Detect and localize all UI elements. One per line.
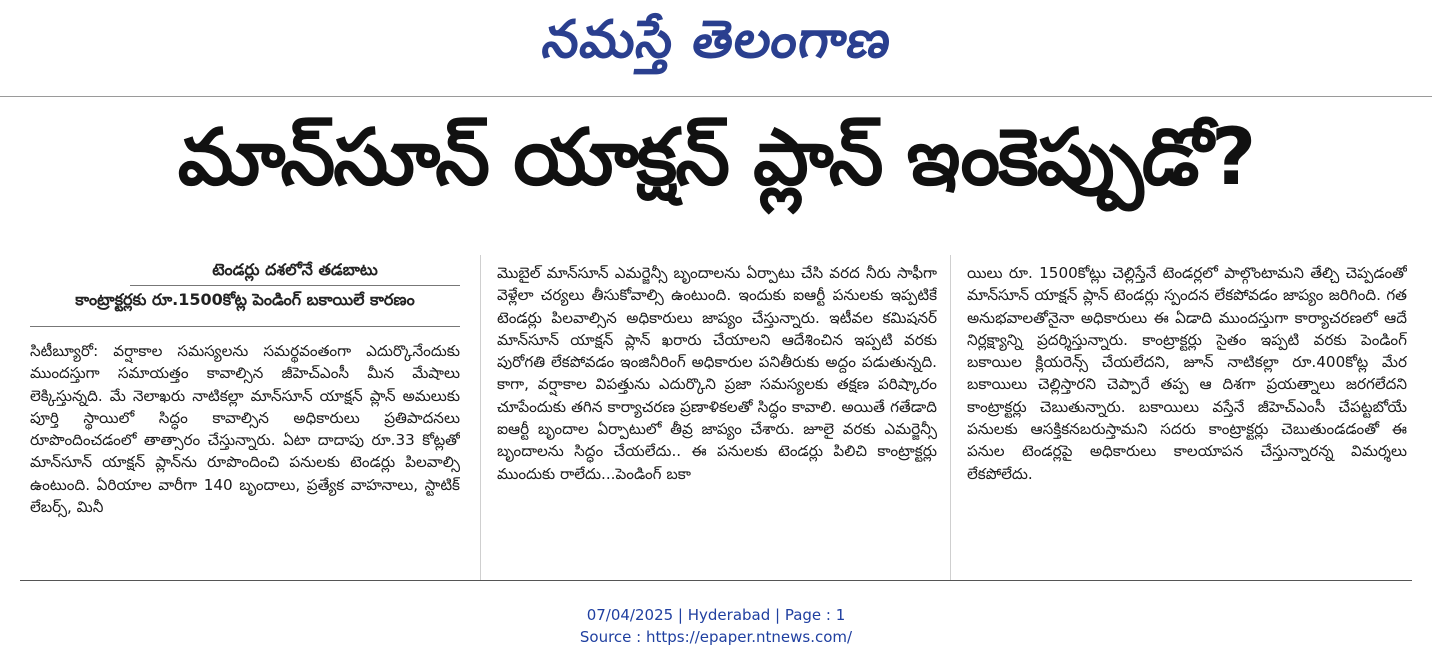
kicker-line-1: టెండర్లు దశలోనే తడబాటు [212,260,378,279]
newspaper-logo: నమస్తే తెలంగాణ [538,9,896,70]
kicker-line-2: కాంట్రాక్టర్లకు రూ.1500కోట్ల పెండింగ్ బకాయిలే కారణం [75,290,415,309]
kicker-divider-2 [30,326,460,327]
masthead-divider [0,96,1432,97]
article-column-1: సిటీబ్యూరో: వర్షాకాల సమస్యలను సమర్థవంతంగా ఎదుర్కొనేందుకు ముందస్తుగా సమాయత్తం కావాల్సిన జీహెచ్ఎంసీ మీన మేషాలు లెక్కిస్తున్నది. మే నెలాఖరు నాటికల్లా మాన్‌సూన్ యాక్షన్ ప్లాన్ అమలుకు పూర్తి స్థాయిలో సిద్ధం కావాల్సిన అధికారులు ప్రతిపాదనలు రూపొందించడంలో తాత్సారం చేస్తున్నారు. ఏటా దాదాపు రూ.33 కోట్లతో మాన్‌సూన్ యాక్షన్ ప్లాన్‌ను రూపొందించి పనులకు టెండర్లు పిలవాల్సి ఉంటుంది. ఏరియాల వారీగా 140 బృందాలు, ప్రత్యేక వాహనాలు, స్టాటిక్ లేబర్స్, మినీ [30,342,460,517]
footer-source-link[interactable]: Source : https://epaper.ntnews.com/ [579,628,853,646]
column-divider [950,255,951,580]
kicker-divider-1 [130,285,460,286]
article-column-3: యిలు రూ. 1500కోట్లు చెల్లిస్తేనే టెండర్లలో పాల్గొంటామని తేల్చి చెప్పడంతో మాన్‌సూన్ యాక్షన్ ప్లాన్ టెండర్లు స్పందన లేకపోవడం జాప్యం జరిగింది. గత అనుభవాలతోనైనా అధికారులు ఈ ఏడాది ముందస్తుగా కార్యాచరణలో ఆదే నిర్లక్ష్యాన్ని ప్రదర్శిస్తున్నారు. కాంట్రాక్టర్లు సైతం ఇప్పటి వరకు పెండింగ్ బకాయిల క్లియరెన్స్ చేయలేదని, జూన్ నాటికల్లా రూ.400కోట్ల మేర బకాయిలు చెల్లిస్తారని చెప్పారే తప్ప ఆ దిశగా ప్రయత్నాలు జరగలేదని కాంట్రాక్టర్లు చెబుతున్నారు. బకాయిలు వస్తేనే జీహెచ్ఎంసీ చేపట్టబోయే పనులకు ఆసక్తికనబరుస్తామని సదరు కాంట్రాక్టర్లు చెబుతుండడంతో ఈ పనుల టెండర్లపై అధికారులు కాలయాపన చేస్తున్నారన్న విమర్శలు లేకపోలేదు. [967,264,1407,483]
masthead [0,0,1432,92]
footer-dateline: 07/04/2025 | Hyderabad | Page : 1 [586,606,846,624]
headline: మాన్‌సూన్ యాక్షన్ ప్లాన్ ఇంకెప్పుడో? [177,112,1255,203]
column-divider [480,255,481,580]
footer-divider [20,580,1412,581]
article-column-2: మొబైల్ మాన్‌సూన్ ఎమర్జెన్సీ బృందాలను ఏర్పాటు చేసి వరద నీరు సాఫీగా వెళ్లేలా చర్యలు తీసుకోవాల్సి ఉంటుంది. ఇందుకు ఐఆర్టీ పనులకు ఇప్పటికే టెండర్లు పిలవాల్సిన అధికారులు జాప్యం చేస్తున్నారు. ఇటీవల కమిషనర్ మాన్‌సూన్ యాక్షన్ ప్లాన్ ఖరారు చేయాలని ఆదేశించిన ఇప్పటి వరకు పురోగతి లేకపోవడం ఇంజినీరింగ్ అధికారుల పనితీరుకు అద్దం పడుతున్నది. కాగా, వర్షాకాల విపత్తును ఎదుర్కొని ప్రజా సమస్యలకు తక్షణ పరిష్కారం చూపేందుకు తగిన కార్యాచరణ ప్రణాళికలతో సిద్ధం కావాలి. అయితే గతేడాది ఐఆర్టీ బృందాల ఏర్పాటులో తీవ్ర జాప్యం చేశారు. జూలై వరకు ఎమర్జెన్సీ బృందాలను సిద్ధం చేయలేదు.. ఈ పనులకు టెండర్లు పిలిచి కాంట్రాక్టర్లు ముందుకు రాలేదు...పెండింగ్ బకా [497,264,937,483]
